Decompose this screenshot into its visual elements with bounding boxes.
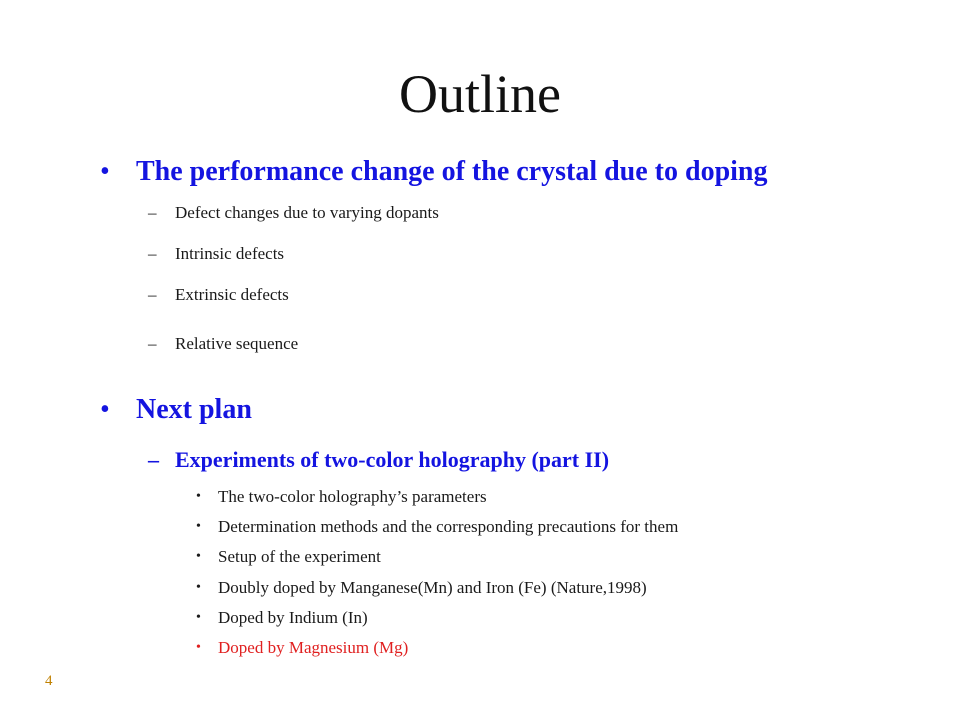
section-1-heading <box>100 155 768 189</box>
section-2-item <box>196 546 381 568</box>
section-2-item <box>196 577 647 599</box>
section-2-item-text: Doubly doped by Manganese(Mn) and Iron (Fe) (Nature,1998) <box>218 578 647 597</box>
section-1-item <box>148 333 298 355</box>
section-2-heading <box>100 393 252 427</box>
section-1-item-text: Defect changes due to varying dopants <box>175 203 439 222</box>
section-1-item <box>148 284 289 306</box>
bullet-icon: • <box>100 394 110 425</box>
section-1-item <box>148 202 439 224</box>
section-1-item-text: Extrinsic defects <box>175 285 289 304</box>
dash-icon: – <box>148 203 157 222</box>
dash-icon: – <box>148 334 157 353</box>
section-2-item-highlighted <box>196 637 408 659</box>
bullet-icon: • <box>196 610 201 625</box>
section-2-subheading-text: Experiments of two-color holography (part II) <box>175 447 610 472</box>
section-2-heading-text: Next plan <box>136 394 252 425</box>
section-2-item <box>196 607 368 629</box>
bullet-icon: • <box>196 640 201 655</box>
section-2-item-text: Doped by Indium (In) <box>218 608 368 627</box>
bullet-icon: • <box>196 580 201 595</box>
section-2-item-text: Doped by Magnesium (Mg) <box>218 638 409 657</box>
bullet-icon: • <box>196 519 201 534</box>
section-1-heading-text: The performance change of the crystal due to doping <box>136 156 768 187</box>
section-1-item <box>148 243 284 265</box>
dash-icon: – <box>148 285 157 304</box>
section-2-item-text: Setup of the experiment <box>218 547 381 566</box>
bullet-icon: • <box>196 549 201 564</box>
section-2-subheading <box>148 446 609 474</box>
section-1-item-text: Relative sequence <box>175 334 299 353</box>
section-2-item-text: Determination methods and the corresponding precautions for them <box>218 517 679 536</box>
dash-icon: – <box>148 244 157 263</box>
bullet-icon: • <box>100 156 110 187</box>
slide-title: Outline <box>399 64 561 124</box>
section-2-item <box>196 486 487 508</box>
section-2-item <box>196 516 678 538</box>
page-number: 4 <box>45 673 53 689</box>
section-1-item-text: Intrinsic defects <box>175 244 285 263</box>
bullet-icon: • <box>196 489 201 504</box>
dash-icon: – <box>148 447 159 472</box>
section-2-item-text: The two-color holography’s parameters <box>218 487 487 506</box>
